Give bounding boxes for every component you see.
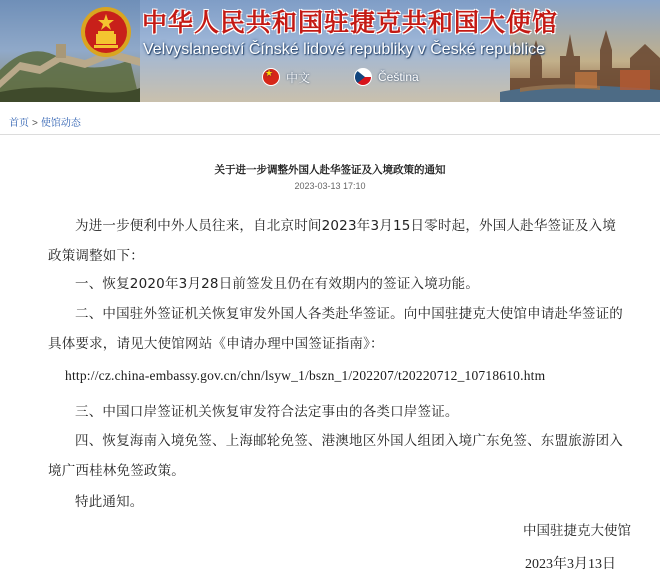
article-sign-date: 2023年3月13日 <box>525 557 616 572</box>
article-paragraph-intro: 为进一步便利中外人员往来，自北京时间2023年3月15日零时起，外国人赴华签证及入境政策调整如下： <box>48 218 617 264</box>
embassy-title-czech: Velvyslanectví Čínské lidové republiky v České republice <box>143 41 545 58</box>
header-divider <box>0 134 660 135</box>
breadcrumb-home-link[interactable]: 首页 <box>9 118 29 129</box>
article-paragraph-item4: 四、恢复海南入境免签、上海邮轮免签、港澳地区外国人组团入境广东免签、东盟旅游团入境广西桂林免签政策。 <box>48 433 623 479</box>
article-paragraph-item2: 二、中国驻外签证机关恢复审发外国人各类赴华签证。向中国驻捷克大使馆申请赴华签证的具体要求，请见大使馆网站《申请办理中国签证指南》： <box>48 306 623 352</box>
visa-guide-link-line <box>65 361 645 391</box>
article-paragraph-item3: 三、中国口岸签证机关恢复审发符合法定事由的各类口岸签证。 <box>75 404 459 420</box>
language-chinese-button[interactable] <box>262 66 310 88</box>
visa-guide-link[interactable]: http://cz.china-embassy.gov.cn/chn/lsyw_1/bszn_1/202207/t20220712_10718610.htm <box>65 368 546 383</box>
language-chinese-label: 中文 <box>286 70 311 85</box>
language-czech-label: Čeština <box>378 70 419 84</box>
article-paragraph-closing: 特此通知。 <box>75 494 144 510</box>
language-czech-button[interactable] <box>354 66 419 88</box>
national-emblem-icon <box>80 6 132 58</box>
china-flag-icon <box>262 68 280 86</box>
article-title: 关于进一步调整外国人赴华签证及入境政策的通知 <box>214 164 446 176</box>
language-switcher <box>142 66 562 88</box>
embassy-title-chinese: 中华人民共和国驻捷克共和国大使馆 <box>142 8 559 37</box>
article-date: 2023-03-13 17:10 <box>294 181 366 191</box>
breadcrumb-section-link[interactable]: 使馆动态 <box>40 118 81 129</box>
header-banner <box>0 0 660 102</box>
breadcrumb <box>9 114 81 129</box>
article-signature: 中国驻捷克大使馆 <box>523 523 631 539</box>
article-paragraph-item1: 一、恢复2020年3月28日前签发且仍在有效期内的签证入境功能。 <box>75 276 480 292</box>
czech-flag-icon <box>354 68 372 86</box>
breadcrumb-separator: > <box>32 118 38 129</box>
